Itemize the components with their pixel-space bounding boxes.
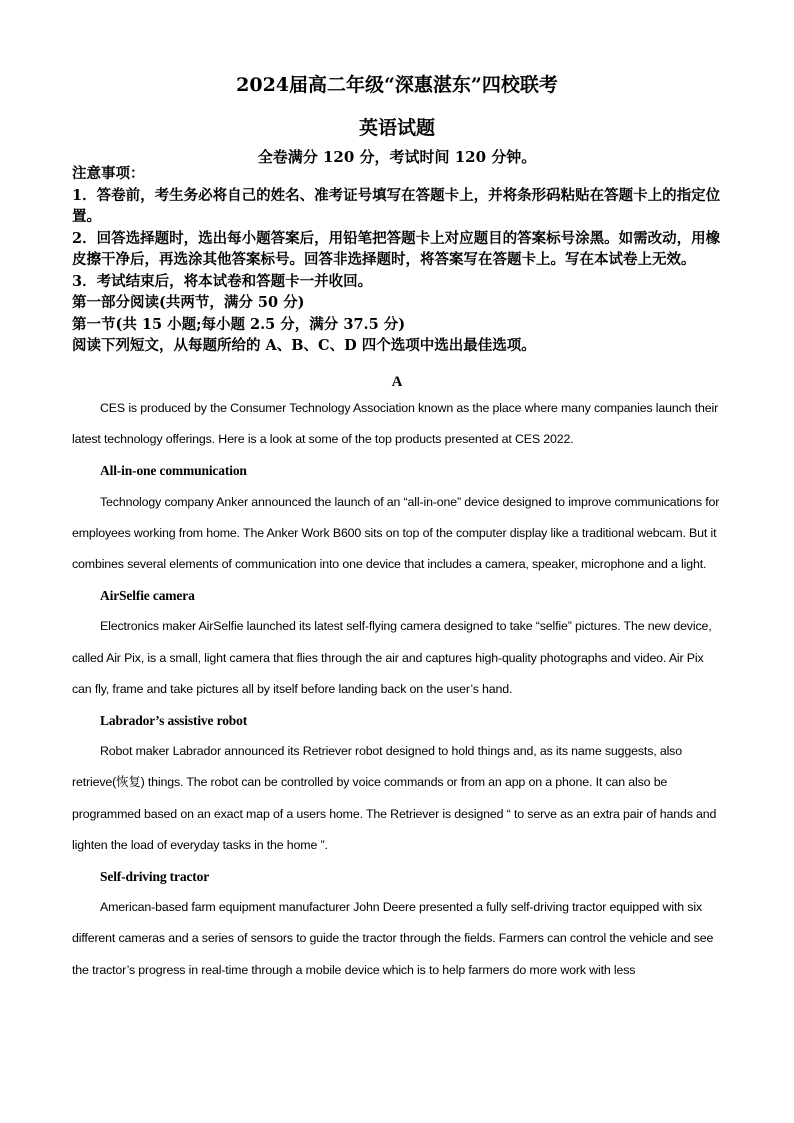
passage-intro: CES is produced by the Consumer Technology Association known as the place where many companies launch their latest technology offerings. Here is a look at some of the top products presented at CES 2022. [72, 401, 719, 447]
exam-notes [72, 163, 728, 357]
subject-title: 英语试题 [358, 117, 435, 139]
section-heading-airselfie: AirSelfie camera [100, 588, 195, 604]
section-body-tractor: American-based farm equipment manufacturer John Deere presented a fully self-driving tractor equipped with six different cameras and a series of sensors to guide the tractor through the fields. Farmers can control the vehicle and see the tractor’s progress in real-time through a mobile device which is to help farmers do more work with less [72, 900, 714, 977]
section-body-airselfie: Electronics maker AirSelfie launched its latest self-flying camera designed to take “selfie” pictures. The new device, called Air Pix, is a small, light camera that flies through the air and captures high-quality photographs and video. Air Pix can fly, frame and take pictures all by itself before landing back on the user’s hand. [72, 619, 712, 696]
notes-item-3: 3．考试结束后，将本试卷和答题卡一并收回。 [72, 272, 373, 290]
reading-instruction: 阅读下列短文，从每题所给的 A、B、C、D 四个选项中选出最佳选项。 [72, 337, 536, 354]
notes-heading: 注意事项： [72, 165, 145, 182]
part-heading: 第一部分阅读(共两节，满分 50 分) [72, 294, 305, 311]
exam-title: 2024届高二年级“深惠湛东”四校联考 [236, 74, 558, 96]
section-heading: 第一节(共 15 小题;每小题 2.5 分，满分 37.5 分) [72, 315, 406, 333]
section-body-robot: Robot maker Labrador announced its Retriever robot designed to hold things and, as its name suggests, also retrieve(恢复) things. The robot can be controlled by voice commands or from an app on a phone. It can also be programmed based on an exact map of a users home. The Retriever is designed “ to serve as an extra pair of hands and lighten the load of everyday tasks in the home ”. [72, 744, 717, 852]
section-heading-tractor: Self-driving tractor [100, 869, 210, 885]
section-heading-communication: All-in-one communication [100, 463, 247, 479]
section-heading-robot: Labrador’s assistive robot [100, 713, 248, 729]
notes-item-1: 1．答卷前，考生务必将自己的姓名、准考证号填写在答题卡上，并将条形码粘贴在答题卡上的指定位置。 [72, 186, 721, 225]
passage-label: A [391, 374, 403, 390]
passage-text [72, 393, 722, 986]
notes-item-2: 2．回答选择题时，选出每小题答案后，用铅笔把答题卡上对应题目的答案标号涂黑。如需改动，用橡皮擦干净后，再选涂其他答案标号。回答非选择题时，将答案写在答题卡上。写在本试卷上无效。 [72, 229, 721, 268]
section-body-communication: Technology company Anker announced the launch of an “all-in-one” device designed to improve communications for employees working from home. The Anker Work B600 sits on top of the computer display like a traditional webcam. But it combines several elements of communication into one device that includes a camera, speaker, microphone and a light. [72, 494, 720, 572]
score-time-line: 全卷满分 120 分，考试时间 120 分钟。 [257, 148, 537, 166]
